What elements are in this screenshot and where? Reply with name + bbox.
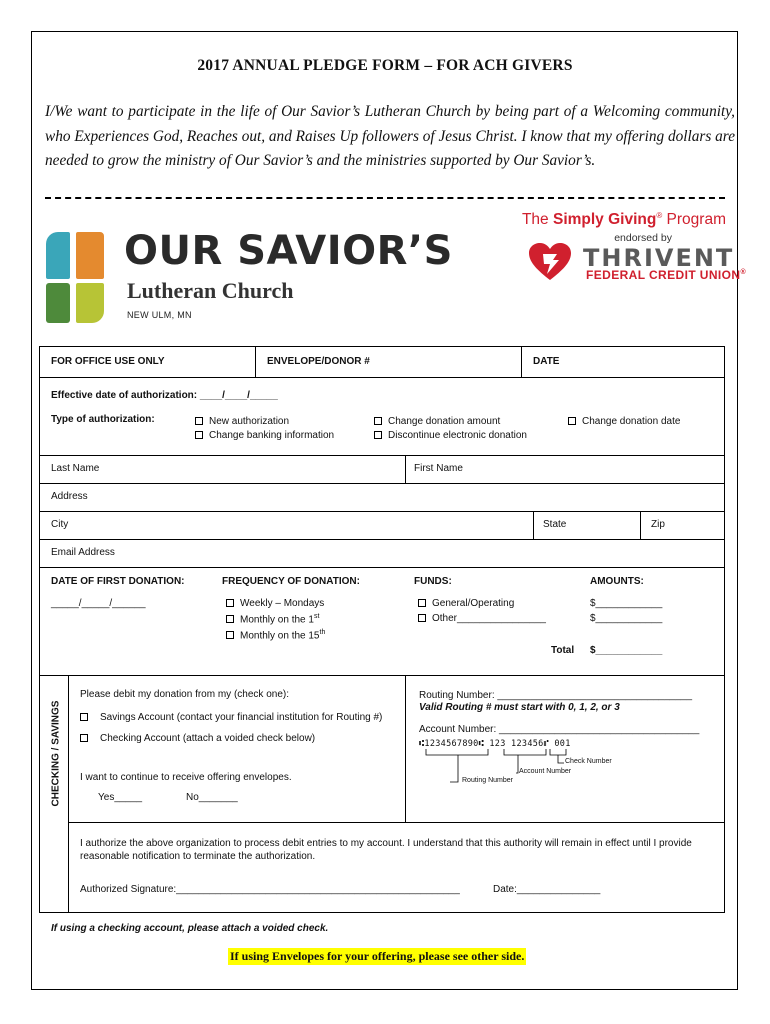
row-divider [39, 483, 725, 484]
checking-note: If using a checking account, please attach a voided check. [51, 923, 329, 934]
debit-prompt: Please debit my donation from my (check one): [80, 689, 289, 700]
checkbox-icon [374, 431, 382, 439]
signature-date-field[interactable]: Date:_______________ [493, 884, 601, 895]
checkbox-icon [195, 417, 203, 425]
checking-checkbox[interactable]: Checking Account (attach a voided check below) [80, 733, 315, 744]
check-number-caption: Check Number [565, 758, 612, 765]
col-divider [405, 675, 406, 822]
last-name-field[interactable]: Last Name [51, 463, 100, 474]
discontinue-checkbox[interactable]: Discontinue electronic donation [374, 430, 527, 441]
signature-field[interactable]: Authorized Signature:___________________________________________________ [80, 884, 460, 895]
row-divider [68, 822, 725, 823]
checkbox-icon [568, 417, 576, 425]
general-operating-checkbox[interactable]: General/Operating [418, 598, 514, 609]
address-field[interactable]: Address [51, 491, 88, 502]
state-field[interactable]: State [543, 519, 567, 530]
city-field[interactable]: City [51, 519, 69, 530]
weekly-checkbox[interactable]: Weekly – Mondays [226, 598, 324, 609]
checkbox-icon [374, 417, 382, 425]
email-field[interactable]: Email Address [51, 547, 115, 558]
thrivent-wordmark: THRIVENT [583, 244, 735, 272]
col-divider [255, 346, 256, 377]
authorization-type-label: Type of authorization: [51, 414, 155, 425]
thrivent-heart-icon [527, 242, 573, 282]
checkbox-icon [418, 599, 426, 607]
church-logo-icon [42, 232, 106, 322]
col-divider [68, 675, 69, 913]
first-name-field[interactable]: First Name [414, 463, 463, 474]
church-subtitle: Lutheran Church [127, 278, 294, 303]
checkbox-icon [80, 734, 88, 742]
amount-general-field[interactable]: $____________ [590, 598, 663, 609]
routing-number-field[interactable]: Routing Number: ___________________________________ [419, 690, 693, 701]
dashed-divider [45, 197, 725, 199]
change-date-checkbox[interactable]: Change donation date [568, 416, 680, 427]
routing-note: Valid Routing # must start with 0, 1, 2, or 3 [419, 702, 620, 713]
envelope-donor-field[interactable]: ENVELOPE/DONOR # [267, 356, 370, 367]
change-amount-checkbox[interactable]: Change donation amount [374, 416, 500, 427]
frequency-label: FREQUENCY OF DONATION: [222, 576, 360, 587]
row-divider [39, 539, 725, 540]
envelopes-yes-field[interactable]: Yes_____ [98, 792, 143, 803]
checkbox-icon [226, 615, 234, 623]
federal-credit-union: FEDERAL CREDIT UNION® [586, 268, 747, 282]
total-amount-field[interactable]: $____________ [590, 645, 663, 656]
first-donation-date-field[interactable]: _____/_____/______ [51, 598, 146, 609]
account-number-field[interactable]: Account Number: ____________________________________ [419, 724, 700, 735]
office-use-label: FOR OFFICE USE ONLY [51, 356, 165, 367]
row-divider [39, 511, 725, 512]
church-name: OUR SAVIOR’S [124, 228, 453, 274]
change-banking-checkbox[interactable]: Change banking information [195, 430, 334, 441]
intro-paragraph: I/We want to participate in the life of Our Savior’s Lutheran Church by being part of a Welcoming community, who Experiences God, Reaches out, and Raises Up followers of Jesus Christ. I know that my offering dollars are needed to grow the ministry of Our Savior’s and the ministries supported by Our Savior’s. [45, 103, 735, 169]
checkbox-icon [195, 431, 203, 439]
checking-savings-side-label: CHECKING / SAVINGS [50, 700, 62, 807]
row-divider [39, 675, 725, 676]
monthly-15th-checkbox[interactable]: Monthly on the 15th [226, 629, 325, 641]
envelopes-no-field[interactable]: No_______ [186, 792, 238, 803]
zip-field[interactable]: Zip [651, 519, 665, 530]
first-donation-label: DATE OF FIRST DONATION: [51, 576, 185, 587]
effective-date-field[interactable]: Effective date of authorization: ____/____/_____ [51, 390, 278, 401]
envelopes-note: If using Envelopes for your offering, please see other side. [230, 949, 525, 963]
form-title: 2017 ANNUAL PLEDGE FORM – FOR ACH GIVERS [197, 57, 573, 74]
col-divider [405, 455, 406, 483]
row-divider [39, 567, 725, 568]
other-fund-checkbox[interactable]: Other________________ [418, 613, 546, 624]
church-location: NEW ULM, MN [127, 310, 192, 320]
amount-other-field[interactable]: $____________ [590, 613, 663, 624]
checkbox-icon [80, 713, 88, 721]
col-divider [521, 346, 522, 377]
checkbox-icon [226, 631, 234, 639]
total-label: Total [551, 645, 575, 656]
col-divider [640, 511, 641, 539]
new-authorization-checkbox[interactable]: New authorization [195, 416, 289, 427]
authorization-statement: I authorize the above organization to process debit entries to my account. I understand that this authority will remain in effect until I provide reasonable notification to terminate the authorization. [80, 838, 692, 862]
savings-checkbox[interactable]: Savings Account (contact your financial institution for Routing #) [80, 712, 382, 723]
funds-label: FUNDS: [414, 576, 452, 587]
endorsed-by: endorsed by [614, 232, 672, 244]
micr-line: ⑆1234567890⑆ 123 123456⑈ 001 [419, 739, 571, 749]
account-number-caption: Account Number [519, 768, 572, 775]
col-divider [533, 511, 534, 539]
routing-number-caption: Routing Number [462, 777, 513, 784]
checkbox-icon [226, 599, 234, 607]
row-divider [39, 377, 725, 378]
checkbox-icon [418, 614, 426, 622]
simply-giving-program: The Simply Giving® Program [521, 211, 726, 229]
row-divider [39, 455, 725, 456]
monthly-1st-checkbox[interactable]: Monthly on the 1st [226, 613, 319, 625]
amounts-label: AMOUNTS: [590, 576, 644, 587]
office-date-field[interactable]: DATE [533, 356, 560, 367]
envelopes-prompt: I want to continue to receive offering envelopes. [80, 772, 292, 783]
